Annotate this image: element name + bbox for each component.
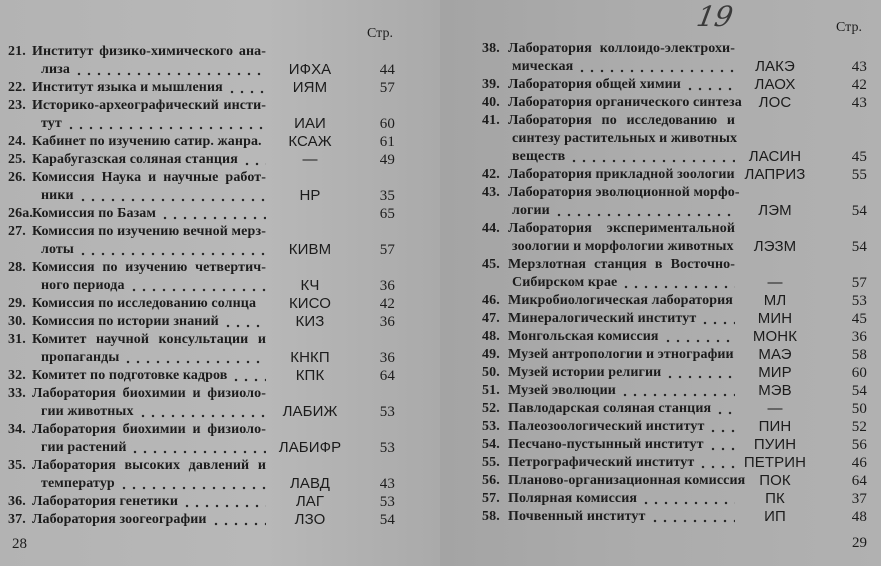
entry-text-segment: Лаборатория эволюционной морфо- — [508, 185, 740, 200]
entry-page-number: 36 — [851, 329, 867, 345]
entry-number: 49. — [482, 347, 500, 362]
entry-text — [32, 169, 266, 187]
entry-text-segment: Комиссия по изучению вечной мерз- — [32, 224, 267, 239]
entry-abbreviation: ПИН — [758, 418, 792, 435]
entry-number: 29. — [8, 296, 26, 311]
entry-number: 25. — [8, 152, 26, 167]
entry-text — [32, 295, 266, 313]
entry-text — [508, 94, 742, 112]
entry-page-number: 45 — [851, 149, 867, 165]
entry-text-segment: Институт физико-химического ана- — [32, 44, 266, 59]
entry-abbreviation: КСАЖ — [288, 133, 332, 150]
entry-text — [508, 490, 735, 508]
entry-abbreviation: ЛАБИФР — [278, 439, 342, 456]
entry-text — [508, 184, 740, 202]
entry-page-number: 35 — [379, 188, 395, 204]
entry-text-segment: Комиссия Наука и научные работ- — [32, 170, 266, 185]
entry-page-number: 57 — [379, 242, 395, 258]
entry-page-number: 53 — [379, 440, 395, 456]
entry-text-segment: лиза — [41, 62, 70, 77]
entry-abbreviation: КИВМ — [288, 241, 332, 258]
entry-abbreviation: МОНК — [752, 328, 798, 345]
dot-leader — [160, 205, 266, 223]
dot-leader — [138, 403, 266, 421]
entry-text — [32, 313, 266, 331]
entry-text — [41, 439, 266, 457]
entry-abbreviation: МАЭ — [758, 346, 792, 363]
entry-text — [508, 346, 735, 364]
entry-text — [508, 40, 735, 58]
entry-text — [32, 367, 266, 385]
entry-number: 32. — [8, 368, 26, 383]
entry-number: 44. — [482, 221, 500, 236]
entry-text-segment: Микробиологическая лаборатория — [508, 293, 733, 308]
entry-text — [32, 457, 266, 475]
entry-text-segment: Лаборатория зоогеографии — [32, 512, 207, 527]
entry-abbreviation: ПЕТРИН — [743, 454, 807, 471]
entry-abbreviation: ИАИ — [294, 115, 326, 132]
entry-number: 33. — [8, 386, 26, 401]
entry-text-segment: Почвенный институт — [508, 509, 646, 524]
entry-text-segment: Лаборатория по исследованию и — [508, 113, 735, 128]
entry-text-segment: зоологии и морфологии животных — [512, 239, 734, 254]
entry-text-segment: Лаборатория генетики — [32, 494, 179, 509]
entry-text — [32, 97, 266, 115]
entry-abbreviation: МИН — [757, 310, 793, 327]
entry-text-segment: Музей эволюции — [508, 383, 616, 398]
entry-page-number: 64 — [379, 368, 395, 384]
entry-text — [508, 418, 735, 436]
entry-text — [512, 202, 735, 220]
entry-page-number: 54 — [851, 239, 867, 255]
entry-abbreviation: МИР — [758, 364, 792, 381]
dot-leader — [663, 328, 735, 346]
entry-text — [41, 277, 266, 295]
entry-abbreviation: — — [767, 274, 783, 291]
entry-page-number: 36 — [379, 350, 395, 366]
dot-leader — [708, 418, 735, 436]
entry-text-segment: веществ — [512, 149, 566, 164]
entry-abbreviation: ЛАПРИЗ — [744, 166, 806, 183]
entry-page-number: 60 — [379, 116, 395, 132]
entry-text — [41, 115, 266, 133]
entry-number: 31. — [8, 332, 26, 347]
entry-page-number: 57 — [379, 80, 395, 96]
entry-abbreviation: ИП — [764, 508, 786, 525]
entry-text — [508, 220, 735, 238]
entry-number: 51. — [482, 383, 500, 398]
dot-leader — [715, 400, 735, 418]
entry-text — [32, 223, 266, 241]
entry-number: 30. — [8, 314, 26, 329]
entry-text-segment: Лаборатория коллоидо-электрохи- — [508, 41, 735, 56]
entry-page-number: 53 — [379, 404, 395, 420]
entry-abbreviation: МЛ — [763, 292, 787, 309]
entry-abbreviation: НР — [299, 187, 321, 204]
entry-text-segment: логии — [512, 203, 550, 218]
entry-page-number: 43 — [851, 95, 867, 111]
entry-text — [508, 454, 735, 472]
dot-leader — [74, 61, 266, 79]
entry-page-number: 56 — [851, 437, 867, 453]
entry-text-segment: ники — [41, 188, 74, 203]
entry-abbreviation: ЛАКЭ — [755, 58, 795, 75]
entry-abbreviation: КИСО — [288, 295, 332, 312]
entry-number: 47. — [482, 311, 500, 326]
entry-page-number: 37 — [851, 491, 867, 507]
entry-text — [32, 205, 266, 223]
entry-text — [512, 58, 735, 76]
entry-text-segment: мическая — [512, 59, 574, 74]
dot-leader — [685, 76, 735, 94]
entry-page-number: 43 — [851, 59, 867, 75]
entry-abbreviation: КНКП — [290, 349, 330, 366]
entry-text — [508, 310, 735, 328]
entry-page-number: 65 — [379, 206, 395, 222]
entry-number: 34. — [8, 422, 26, 437]
entry-page-number: 36 — [379, 314, 395, 330]
entry-page-number: 58 — [851, 347, 867, 363]
dot-leader — [123, 349, 266, 367]
entry-text — [508, 328, 735, 346]
entry-text — [512, 130, 738, 148]
entry-text — [41, 61, 266, 79]
entry-text — [32, 151, 266, 169]
entry-text-segment: Кабинет по изучению сатир. жанра. — [32, 134, 262, 149]
entry-text-segment: Палеозоологический институт — [508, 419, 705, 434]
entry-number: 56. — [482, 473, 500, 488]
entry-text — [32, 133, 266, 151]
entry-number: 35. — [8, 458, 26, 473]
entry-abbreviation: ПК — [765, 490, 785, 507]
entry-text-segment: температур — [41, 476, 115, 491]
entry-number: 26а. — [8, 206, 33, 221]
entry-number: 52. — [482, 401, 500, 416]
dot-leader — [182, 493, 266, 511]
entry-number: 39. — [482, 77, 500, 92]
entry-text — [512, 238, 735, 256]
entry-number: 38. — [482, 41, 500, 56]
entry-page-number: 60 — [851, 365, 867, 381]
dot-leader — [569, 148, 735, 166]
dot-leader — [621, 274, 735, 292]
entry-abbreviation: — — [302, 151, 318, 168]
dot-leader — [700, 310, 735, 328]
entry-text-segment: Лаборатория экспериментальной — [508, 221, 735, 236]
entry-text-segment: Комиссия по исследованию солнца — [32, 296, 257, 311]
page-column-header: Стр. — [836, 20, 862, 35]
entry-page-number: 52 — [851, 419, 867, 435]
entry-page-number: 54 — [379, 512, 395, 528]
dot-leader — [211, 511, 266, 529]
entry-page-number: 36 — [379, 278, 395, 294]
entry-number: 37. — [8, 512, 26, 527]
dot-leader — [577, 58, 735, 76]
dot-leader — [708, 436, 735, 454]
entry-page-number: 49 — [379, 152, 395, 168]
entry-text-segment: Полярная комиссия — [508, 491, 638, 506]
entry-text — [41, 187, 266, 205]
entry-page-number: 46 — [851, 455, 867, 471]
entry-text-segment: Комитет научной консультации и — [32, 332, 266, 347]
dot-leader — [223, 313, 266, 331]
entry-page-number: 45 — [851, 311, 867, 327]
entry-text-segment: Лаборатория прикладной зоологии — [508, 167, 735, 182]
entry-abbreviation: ЛАГ — [295, 493, 325, 510]
entry-number: 42. — [482, 167, 500, 182]
entry-text — [32, 79, 266, 97]
entry-abbreviation: ЛАСИН — [748, 148, 802, 165]
entry-page-number: 42 — [851, 77, 867, 93]
dot-leader — [665, 364, 735, 382]
entry-number: 27. — [8, 224, 26, 239]
entry-number: 58. — [482, 509, 500, 524]
entry-number: 50. — [482, 365, 500, 380]
entry-number: 54. — [482, 437, 500, 452]
entry-text — [41, 241, 266, 259]
entry-text-segment: Сибирском крае — [512, 275, 618, 290]
entry-abbreviation: ЛАВД — [289, 475, 331, 492]
entry-number: 24. — [8, 134, 26, 149]
entry-text — [32, 493, 266, 511]
entry-text — [41, 403, 266, 421]
entry-abbreviation: ИФХА — [288, 61, 332, 78]
right-page — [440, 0, 881, 566]
entry-text — [512, 274, 735, 292]
dot-leader — [66, 115, 266, 133]
entry-text — [512, 148, 735, 166]
entry-text — [508, 256, 735, 274]
entry-abbreviation: ЛЭМ — [758, 202, 792, 219]
entry-text-segment: Лаборатория биохимии и физиоло- — [32, 386, 266, 401]
entry-number: 21. — [8, 44, 26, 59]
entry-text-segment: Институт языка и мышления — [32, 80, 223, 95]
entry-number: 57. — [482, 491, 500, 506]
dot-leader — [231, 367, 266, 385]
page-column-header: Стр. — [367, 26, 393, 41]
entry-text — [508, 166, 735, 184]
entry-abbreviation: ЛАБИЖ — [282, 403, 338, 420]
entry-abbreviation: ЛАОХ — [754, 76, 796, 93]
entry-text — [32, 511, 266, 529]
entry-text-segment: Музей истории религии — [508, 365, 662, 380]
dot-leader — [227, 79, 266, 97]
entry-page-number: 44 — [379, 62, 395, 78]
dot-leader — [130, 439, 266, 457]
entry-text-segment: тут — [41, 116, 62, 131]
entry-page-number: 55 — [851, 167, 867, 183]
dot-leader — [650, 508, 736, 526]
entry-page-number: 43 — [379, 476, 395, 492]
entry-text-segment: ного периода — [41, 278, 125, 293]
entry-page-number: 53 — [379, 494, 395, 510]
entry-text — [508, 472, 746, 490]
entry-number: 41. — [482, 113, 500, 128]
entry-text-segment: гии растений — [41, 440, 127, 455]
page-number: 28 — [12, 536, 27, 552]
entry-text — [32, 259, 266, 277]
entry-page-number: 54 — [851, 203, 867, 219]
entry-abbreviation: ПОК — [759, 472, 791, 489]
entry-text-segment: Лаборатория органического синтеза — [508, 95, 742, 110]
entry-text — [32, 331, 266, 349]
dot-leader — [698, 454, 735, 472]
entry-page-number: 53 — [851, 293, 867, 309]
entry-page-number: 42 — [379, 296, 395, 312]
entry-text-segment: Комиссия по изучению четвертич- — [32, 260, 266, 275]
entry-text-segment: Комиссия по Базам — [32, 206, 157, 221]
entry-text-segment: пропаганды — [41, 350, 120, 365]
entry-text-segment: Павлодарская соляная станция — [508, 401, 712, 416]
entry-abbreviation: ЛЭЗМ — [753, 238, 797, 255]
entry-text — [32, 43, 266, 61]
dot-leader — [242, 151, 266, 169]
entry-text-segment: лоты — [41, 242, 74, 257]
page-number: 29 — [852, 535, 867, 551]
entry-text — [41, 475, 266, 493]
entry-abbreviation: КЧ — [300, 277, 320, 294]
entry-text — [508, 76, 735, 94]
entry-text — [508, 382, 735, 400]
entry-abbreviation: — — [767, 400, 783, 417]
entry-page-number: 50 — [851, 401, 867, 417]
entry-text-segment: Песчано-пустынный институт — [508, 437, 704, 452]
entry-page-number: 57 — [851, 275, 867, 291]
entry-abbreviation: КПК — [295, 367, 325, 384]
entry-text-segment: Минералогический институт — [508, 311, 697, 326]
entry-text-segment: Мерзлотная станция в Восточно- — [508, 257, 735, 272]
entry-text — [508, 292, 735, 310]
dot-leader — [554, 202, 735, 220]
entry-text — [508, 436, 735, 454]
entry-number: 40. — [482, 95, 500, 110]
entry-number: 48. — [482, 329, 500, 344]
entry-text-segment: Историко-археографический инсти- — [32, 98, 266, 113]
entry-text-segment: Карабугазская соляная станция — [32, 152, 238, 167]
entry-abbreviation: ЛЗО — [294, 511, 326, 528]
entry-page-number: 48 — [851, 509, 867, 525]
handwritten-mark: 19 — [694, 0, 736, 33]
entry-abbreviation: ИЯМ — [292, 79, 328, 96]
dot-leader — [620, 382, 735, 400]
dot-leader — [119, 475, 266, 493]
entry-text — [508, 400, 735, 418]
entry-abbreviation: КИЗ — [295, 313, 325, 330]
entry-text — [508, 508, 735, 526]
entry-number: 43. — [482, 185, 500, 200]
dot-leader — [78, 241, 266, 259]
entry-text-segment: Лаборатория высоких давлений и — [32, 458, 266, 473]
entry-text-segment: Планово-организационная комиссия — [508, 473, 746, 488]
entry-page-number: 61 — [379, 134, 395, 150]
entry-number: 53. — [482, 419, 500, 434]
entry-number: 46. — [482, 293, 500, 308]
entry-abbreviation: ЛОС — [758, 94, 792, 111]
entry-number: 22. — [8, 80, 26, 95]
dot-leader — [78, 187, 266, 205]
entry-text-segment: Лаборатория общей химии — [508, 77, 681, 92]
entry-text-segment: Лаборатория биохимии и физиоло- — [32, 422, 266, 437]
entry-text — [41, 349, 266, 367]
dot-leader — [129, 277, 266, 295]
entry-text-segment: Монгольская комиссия — [508, 329, 659, 344]
dot-leader — [641, 490, 735, 508]
entry-text-segment: Петрографический институт — [508, 455, 695, 470]
entry-number: 28. — [8, 260, 26, 275]
entry-text — [508, 364, 735, 382]
entry-text-segment: Музей антропологии и этнографии — [508, 347, 734, 362]
entry-number: 23. — [8, 98, 26, 113]
entry-text-segment: Комитет по подготовке кадров — [32, 368, 228, 383]
left-page — [0, 0, 440, 566]
entry-number: 45. — [482, 257, 500, 272]
entry-page-number: 64 — [851, 473, 867, 489]
entry-number: 36. — [8, 494, 26, 509]
entry-abbreviation: ПУИН — [753, 436, 797, 453]
entry-number: 55. — [482, 455, 500, 470]
entry-text-segment: гии животных — [41, 404, 134, 419]
entry-page-number: 54 — [851, 383, 867, 399]
entry-text — [32, 421, 266, 439]
entry-number: 26. — [8, 170, 26, 185]
entry-abbreviation: МЭВ — [758, 382, 792, 399]
entry-text-segment: Комиссия по истории знаний — [32, 314, 219, 329]
entry-text-segment: синтезу растительных и животных — [512, 131, 738, 146]
entry-text — [508, 112, 735, 130]
entry-text — [32, 385, 266, 403]
